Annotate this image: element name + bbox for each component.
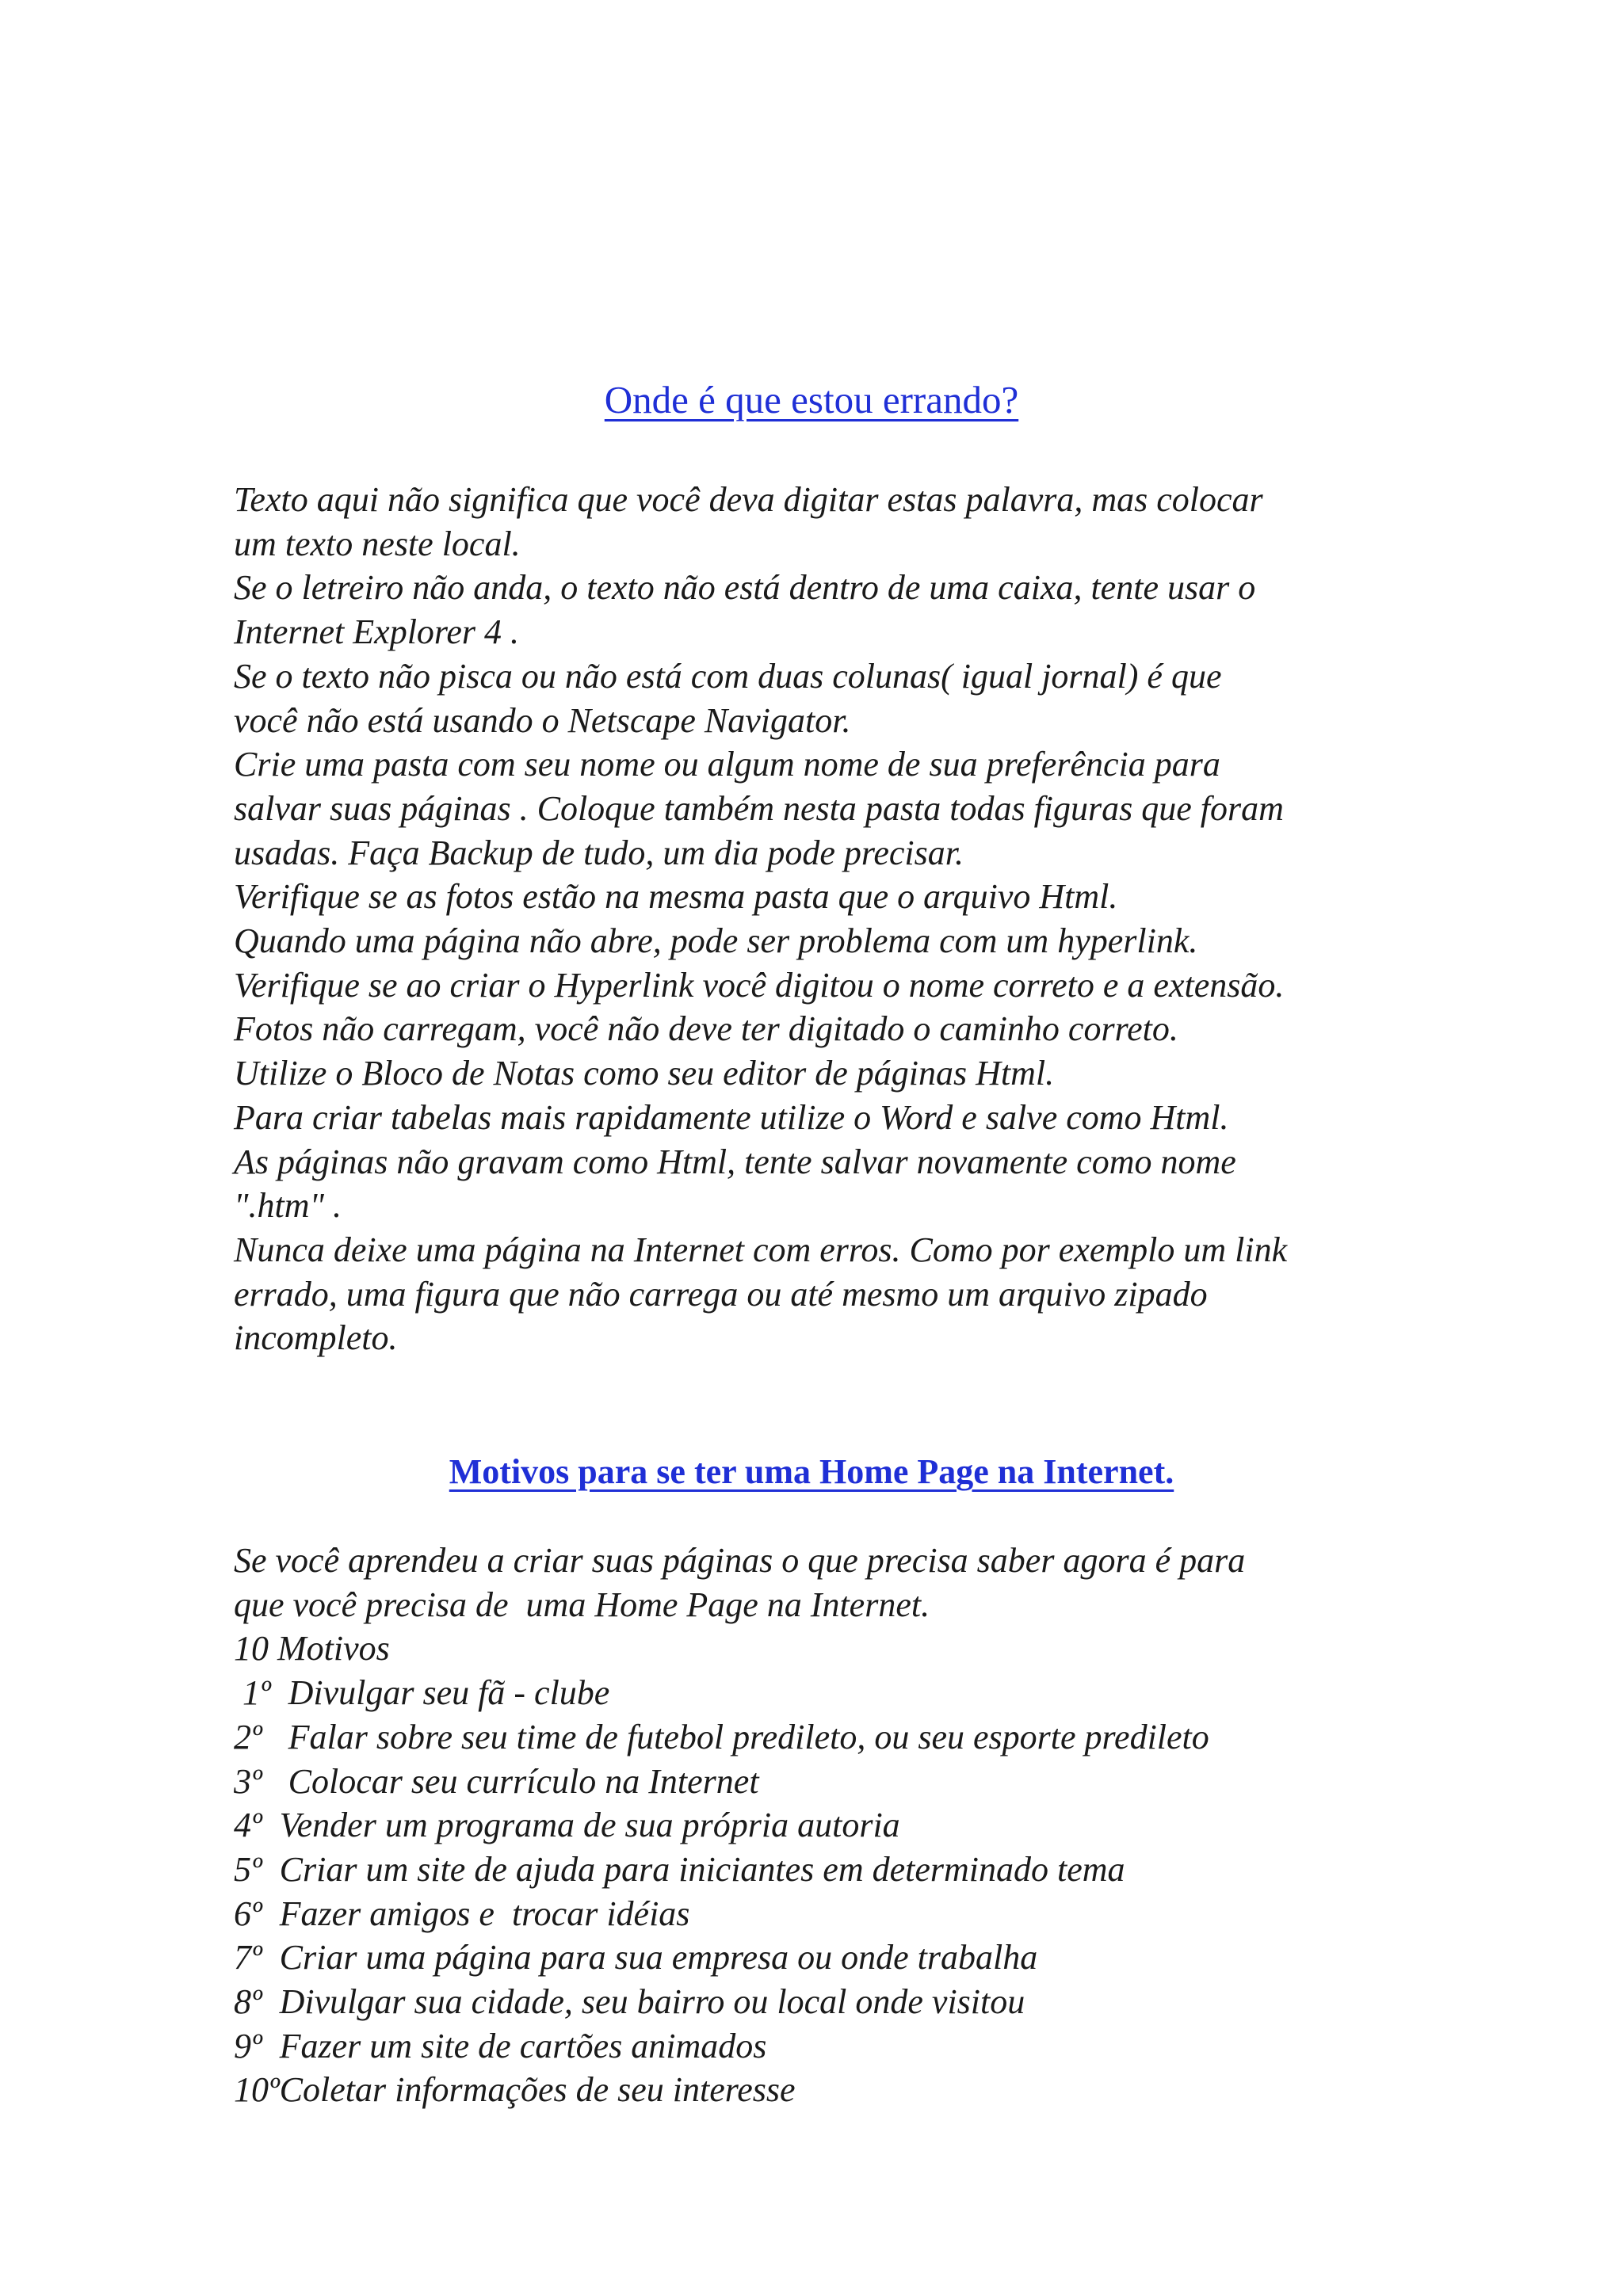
reason-line: 7º Criar uma página para sua empresa ou onde trabalha (234, 1938, 1038, 1978)
tip-line: Fotos não carregam, você não deve ter digitado o caminho correto. (234, 1009, 1178, 1049)
reason-line: 10ºColetar informações de seu interesse (234, 2070, 796, 2110)
reason-line: 5º Criar um site de ajuda para iniciantes em determinado tema (234, 1849, 1125, 1889)
tip-line: salvar suas páginas . Coloque também nesta pasta todas figuras que foram (234, 788, 1284, 828)
tip-line: Se o texto não pisca ou não está com duas colunas( igual jornal) é que (234, 656, 1222, 696)
reason-line: 3º Colocar seu currículo na Internet (234, 1761, 759, 1801)
tip-line: Internet Explorer 4 . (234, 612, 520, 652)
tip-line: errado, uma figura que não carrega ou até mesmo um arquivo zipado (234, 1274, 1208, 1314)
tip-line: Quando uma página não abre, pode ser problema com um hyperlink. (234, 921, 1198, 961)
reason-line: 6º Fazer amigos e trocar idéias (234, 1894, 690, 1933)
reason-line: 2º Falar sobre seu time de futebol predileto, ou seu esporte predileto (234, 1717, 1209, 1756)
tip-line: Verifique se as fotos estão na mesma pasta que o arquivo Html. (234, 877, 1118, 917)
tip-line: incompleto. (234, 1318, 398, 1358)
reasons-text-block (234, 1539, 1407, 2112)
tip-line: um texto neste local. (234, 524, 521, 563)
tip-line: Para criar tabelas mais rapidamente utilize o Word e salve como Html. (234, 1097, 1229, 1137)
tip-line: As páginas não gravam como Html, tente salvar novamente como nome (234, 1142, 1236, 1181)
tip-line: Verifique se ao criar o Hyperlink você digitou o nome correto e a extensão. (234, 965, 1285, 1005)
reason-line: 4º Vender um programa de sua própria autoria (234, 1806, 900, 1845)
tip-line: Texto aqui não significa que você deva digitar estas palavra, mas colocar (234, 480, 1263, 519)
tip-line: Se o letreiro não anda, o texto não está dentro de uma caixa, tente usar o (234, 568, 1256, 608)
reason-line: 1º Divulgar seu fã - clube (234, 1673, 610, 1713)
tips-text-block (234, 478, 1407, 1360)
tip-line: usadas. Faça Backup de tudo, um dia pode precisar. (234, 833, 964, 872)
reason-line: que você precisa de uma Home Page na Internet. (234, 1585, 930, 1624)
tip-line: ".htm" . (234, 1186, 342, 1226)
reason-line: 9º Fazer um site de cartões animados (234, 2026, 767, 2065)
tip-line: Nunca deixe uma página na Internet com erros. Como por exemplo um link (234, 1230, 1288, 1269)
heading-onde-estou-errando[interactable]: Onde é que estou errando? (604, 378, 1019, 421)
reason-line: 10 Motivos (234, 1629, 390, 1669)
tip-line: Utilize o Bloco de Notas como seu editor de páginas Html. (234, 1054, 1055, 1093)
reason-line: 8º Divulgar sua cidade, seu bairro ou local onde visitou (234, 1982, 1025, 2022)
reason-line: Se você aprendeu a criar suas páginas o que precisa saber agora é para (234, 1541, 1246, 1580)
tip-line: você não está usando o Netscape Navigator. (234, 700, 851, 740)
tip-line: Crie uma pasta com seu nome ou algum nome de sua preferência para (234, 745, 1220, 784)
heading-motivos-home-page[interactable]: Motivos para se ter uma Home Page na Internet. (449, 1452, 1174, 1491)
